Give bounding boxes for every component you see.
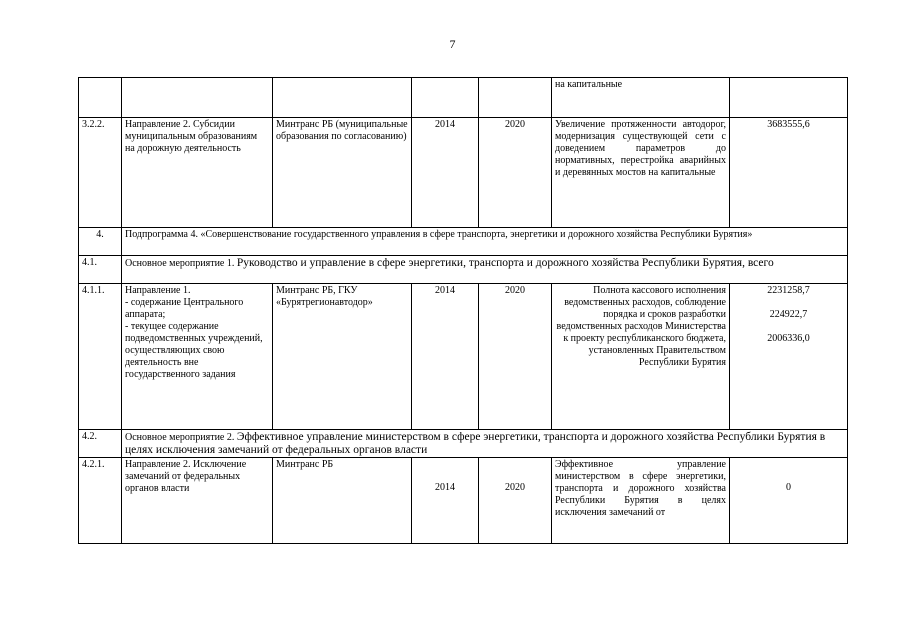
cell-num: 4.2.1. [79, 458, 122, 544]
program-table [78, 77, 848, 544]
cell-num: 4.2. [79, 430, 122, 458]
cell-result: Эффективное управление министерством в сфере энергетики, транспорта и дорожного хозяйства Республики Бурятия в целях исключения замечаний от [552, 458, 730, 544]
section-title [122, 430, 848, 458]
section-title-main: Руководство и управление в сфере энергетики, транспорта и дорожного хозяйства Республики Бурятия, всего [236, 257, 774, 269]
cell-start [412, 78, 479, 118]
cell-result: Полнота кассового исполнения ведомственных расходов, соблюдение порядка и сроков разработки ведомственных расходов Министерства к проекту республиканского бюджета, установленных Правительством Республики Бурятия [552, 284, 730, 430]
cell-end: 2020 [479, 284, 552, 430]
cell-name [122, 284, 273, 430]
amount-part: 2006336,0 [767, 333, 810, 344]
cell-result: Увеличение протяженности автодорог, модернизация существующей сети с доведением параметров до нормативных, перестройка аварийных и деревянных мостов на капитальные [552, 118, 730, 228]
section-title-main: Эффективное управление министерством в сфере энергетики, транспорта и дорожного хозяйства Республики Бурятия в целях исключения замечаний от федеральных органов власти [125, 431, 826, 456]
section-title: Подпрограмма 4. «Совершенствование государственного управления в сфере транспорта, энергетики и дорожного хозяйства Республики Бурятия» [122, 228, 848, 256]
cell-name: Направление 2. Исключение замечаний от федеральных органов власти [122, 458, 273, 544]
cell-amount [730, 78, 848, 118]
cell-num: 4.1. [79, 256, 122, 284]
cell-amount: 3683555,6 [730, 118, 848, 228]
cell-name: Направление 2. Субсидии муниципальным образованиям на дорожную деятельность [122, 118, 273, 228]
cell-end: 2020 [479, 458, 552, 544]
table-row [79, 458, 848, 544]
cell-num: 4. [79, 228, 122, 256]
amount-total: 2231258,7 [767, 285, 810, 296]
cell-start: 2014 [412, 458, 479, 544]
cell-start: 2014 [412, 284, 479, 430]
cell-end: 2020 [479, 118, 552, 228]
name-line: Направление 1. [125, 285, 191, 296]
table-row [79, 430, 848, 458]
cell-num: 3.2.2. [79, 118, 122, 228]
cell-start: 2014 [412, 118, 479, 228]
cell-executor: Минтранс РБ (муниципальные образования по согласованию) [273, 118, 412, 228]
cell-name [122, 78, 273, 118]
table-row [79, 118, 848, 228]
table-row [79, 256, 848, 284]
section-title [122, 256, 848, 284]
cell-num [79, 78, 122, 118]
table-row [79, 78, 848, 118]
cell-amount [730, 284, 848, 430]
section-title-prefix: Основное мероприятие 2. [125, 432, 235, 443]
amount-part: 224922,7 [769, 309, 808, 320]
cell-num: 4.1.1. [79, 284, 122, 430]
table-row [79, 284, 848, 430]
cell-executor [273, 78, 412, 118]
cell-amount: 0 [730, 458, 848, 544]
page-number: 7 [449, 37, 456, 51]
table-row [79, 228, 848, 256]
cell-result: на капитальные [552, 78, 730, 118]
name-line: - текущее содержание подведомственных учреждений, осуществляющих свою деятельность вне государственного задания [125, 321, 263, 380]
name-line: - содержание Центрального аппарата; [125, 297, 244, 320]
cell-end [479, 78, 552, 118]
cell-executor: Минтранс РБ [273, 458, 412, 544]
section-title-prefix: Основное мероприятие 1. [125, 258, 235, 269]
cell-executor: Минтранс РБ, ГКУ «Бурятрегионавтодор» [273, 284, 412, 430]
